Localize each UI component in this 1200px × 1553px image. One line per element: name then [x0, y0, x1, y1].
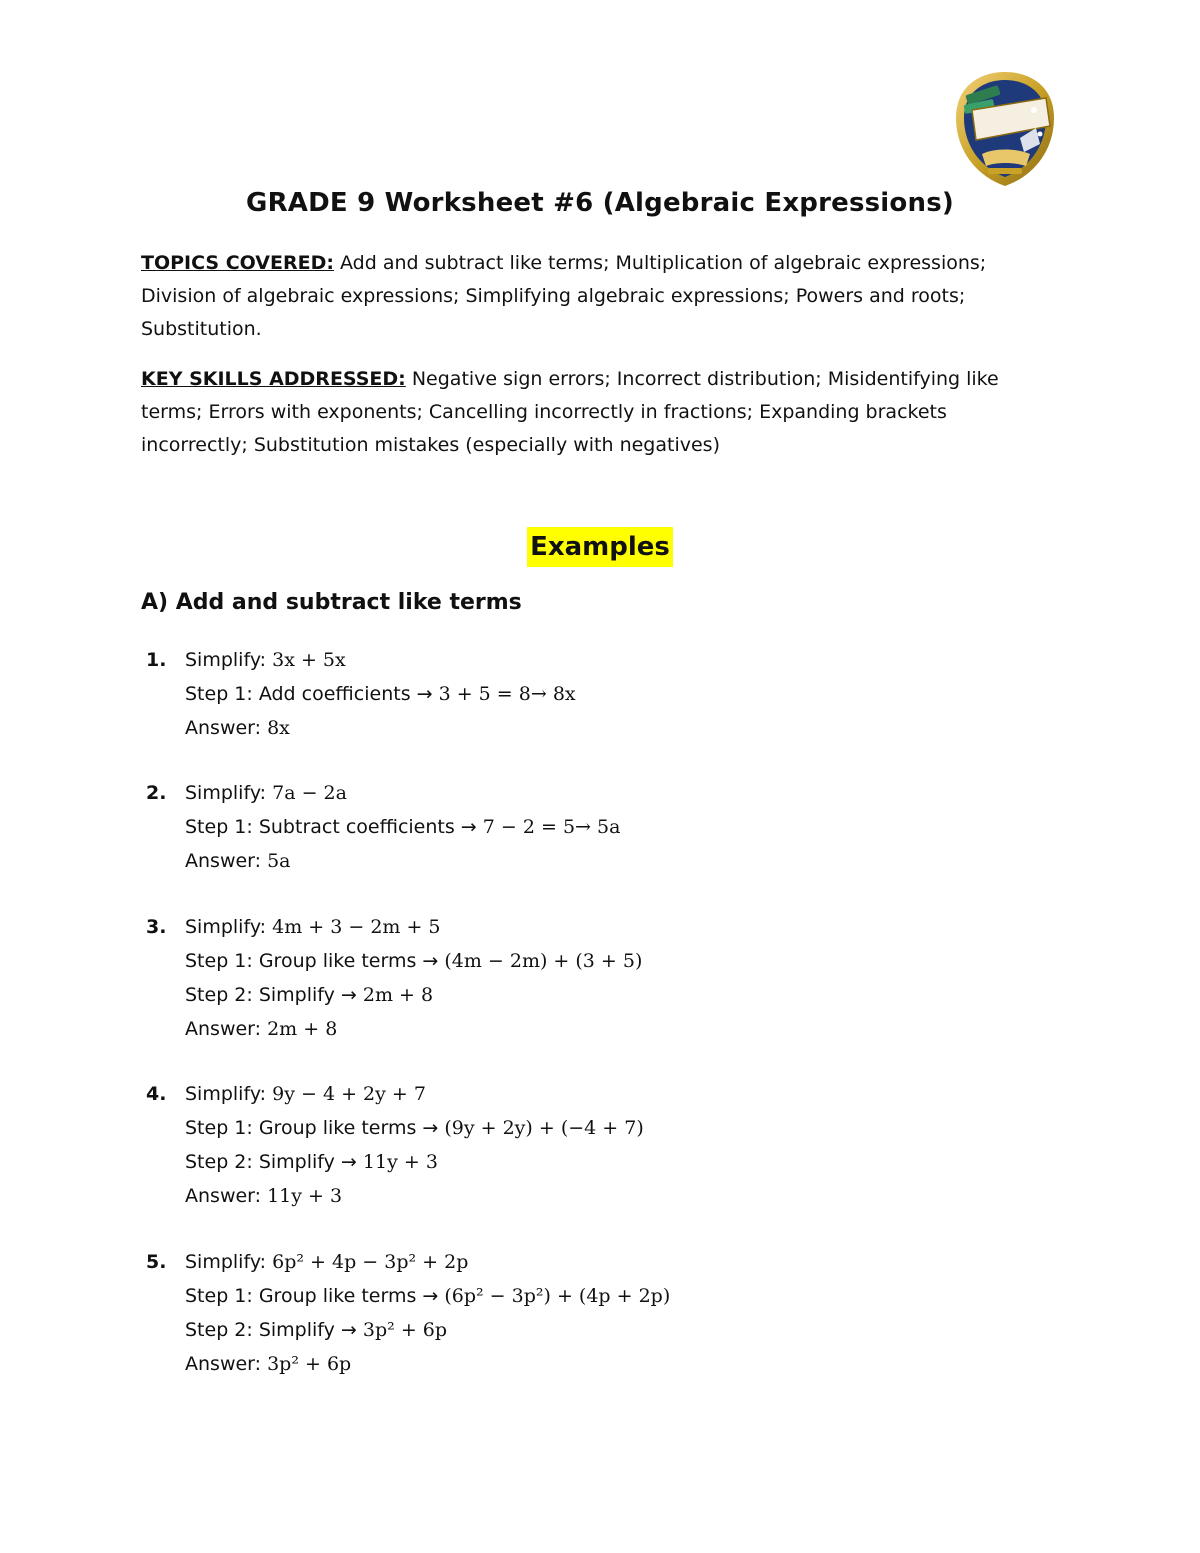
key-skills-label: KEY SKILLS ADDRESSED: — [141, 368, 406, 390]
problem-line — [185, 1012, 1046, 1046]
problem-item — [146, 643, 1046, 745]
problem-line-label: Step 1: Add coefficients → — [185, 683, 439, 705]
problem-line — [185, 1077, 1046, 1111]
problem-line-label: Answer: — [185, 1018, 268, 1040]
problem-line-label: Simplify: — [185, 1083, 273, 1105]
problem-item — [146, 1245, 1046, 1381]
problem-line — [185, 910, 1046, 944]
problem-line-label: Simplify: — [185, 782, 273, 804]
problem-line-label: Simplify: — [185, 649, 273, 671]
problem-line-math: 11y + 3 — [362, 1151, 438, 1173]
problem-line-math: 3p² + 6p — [362, 1319, 448, 1341]
problem-number: 5. — [146, 1251, 167, 1273]
problem-line-math: 8x — [267, 717, 290, 739]
problem-line-math: (6p² − 3p²) + (4p + 2p) — [444, 1285, 671, 1307]
problem-item — [146, 776, 1046, 878]
topics-covered-label: TOPICS COVERED: — [141, 252, 334, 274]
problem-line-math: 3p² + 6p — [267, 1353, 352, 1375]
topics-covered-text: Add and subtract like terms; Multiplication of algebraic expressions; Division of algebraic expressions; Simplifying algebraic expressions; Powers and roots; Substitution. — [141, 252, 987, 340]
problem-line-label: Step 2: Simplify → — [185, 984, 363, 1006]
problem-line-label: Answer: — [185, 1353, 268, 1375]
problem-line-math: 6p² + 4p − 3p² + 2p — [272, 1251, 469, 1273]
problem-line — [185, 711, 1046, 745]
problem-line-label: Step 2: Simplify → — [185, 1319, 363, 1341]
problem-line-label: Step 1: Subtract coefficients → — [185, 816, 483, 838]
problem-line-label: Simplify: — [185, 1251, 273, 1273]
problem-line-label: Step 2: Simplify → — [185, 1151, 363, 1173]
problem-line — [185, 1179, 1046, 1213]
problem-number: 2. — [146, 782, 167, 804]
problem-line-math: 7 − 2 = 5→ 5a — [482, 816, 621, 838]
problem-line — [185, 1111, 1046, 1145]
problem-line-math: 7a − 2a — [272, 782, 347, 804]
problem-line — [185, 1245, 1046, 1279]
examples-heading: Examples — [527, 527, 673, 567]
problem-line — [185, 776, 1046, 810]
section-a-heading: A) Add and subtract like terms — [141, 590, 522, 615]
problem-line — [185, 1279, 1046, 1313]
problem-line-label: Step 1: Group like terms → — [185, 1285, 445, 1307]
problem-line — [185, 677, 1046, 711]
problem-line — [185, 1347, 1046, 1381]
problem-line — [185, 1313, 1046, 1347]
problem-line-label: Step 1: Group like terms → — [185, 950, 445, 972]
problem-line-label: Step 1: Group like terms → — [185, 1117, 445, 1139]
problem-line — [185, 944, 1046, 978]
problem-line-label: Answer: — [185, 1185, 268, 1207]
problem-item — [146, 910, 1046, 1046]
problem-line-label: Simplify: — [185, 916, 273, 938]
problem-line-math: 5a — [267, 850, 291, 872]
problem-line — [185, 1145, 1046, 1179]
problem-number: 4. — [146, 1083, 167, 1105]
problem-line-math: 11y + 3 — [267, 1185, 343, 1207]
problem-item — [146, 1077, 1046, 1213]
problem-line — [185, 643, 1046, 677]
problem-line-math: 3x + 5x — [272, 649, 346, 671]
problem-line — [185, 978, 1046, 1012]
problem-line-label: Answer: — [185, 850, 268, 872]
problem-line-math: 9y − 4 + 2y + 7 — [272, 1083, 426, 1105]
problem-line-math: 3 + 5 = 8→ 8x — [438, 683, 576, 705]
page-title: GRADE 9 Worksheet #6 (Algebraic Expressions) — [246, 188, 954, 218]
problem-line-math: (9y + 2y) + (−4 + 7) — [444, 1117, 644, 1139]
problem-number: 1. — [146, 649, 167, 671]
problem-line-label: Answer: — [185, 717, 268, 739]
problem-line — [185, 810, 1046, 844]
key-skills-text: Negative sign errors; Incorrect distribution; Misidentifying like terms; Errors with exponents; Cancelling incorrectly in fractions; Expanding brackets incorrectly; Substitution mistakes (especially with negatives) — [141, 368, 999, 456]
problem-line-math: 2m + 8 — [362, 984, 434, 1006]
problem-number: 3. — [146, 916, 167, 938]
problem-line — [185, 844, 1046, 878]
problem-line-math: 4m + 3 − 2m + 5 — [272, 916, 441, 938]
problem-line-math: 2m + 8 — [267, 1018, 338, 1040]
problem-line-math: (4m − 2m) + (3 + 5) — [444, 950, 643, 972]
